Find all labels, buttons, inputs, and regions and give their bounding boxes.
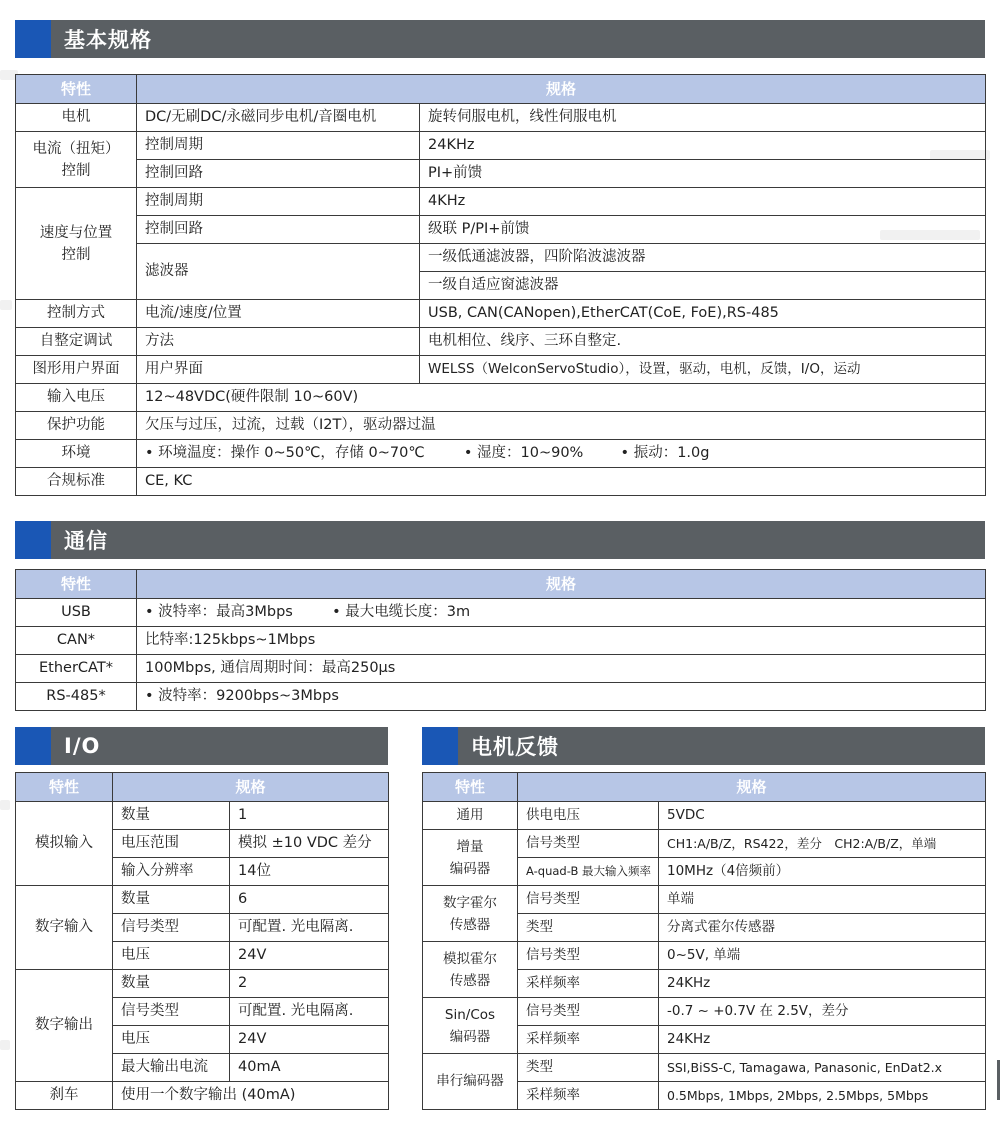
- spec-cell: CE, KC: [137, 468, 986, 496]
- feature-line: 数字霍尔: [443, 894, 497, 911]
- spec-cell: 信号类型: [113, 998, 230, 1026]
- spec-cell: • 波特率：9200bps~3Mbps: [137, 683, 986, 711]
- feature-cell: CAN*: [16, 627, 137, 655]
- feature-line: 控制: [61, 246, 91, 263]
- feature-header: 特性: [16, 75, 137, 104]
- feature-cell: [423, 998, 518, 1054]
- spec-cell: 信号类型: [518, 830, 659, 858]
- spec-cell: [137, 440, 986, 468]
- spec-cell: 信号类型: [518, 886, 659, 914]
- feature-line: 传感器: [449, 972, 491, 989]
- spec-cell: 分离式霍尔传感器: [659, 914, 986, 942]
- spec-cell: DC/无刷DC/永磁同步电机/音圈电机: [137, 104, 420, 132]
- feature-cell: 串行编码器: [423, 1054, 518, 1110]
- table-row: [16, 599, 986, 627]
- table-header-row: [423, 773, 986, 802]
- basic-specs-table: [15, 74, 986, 496]
- header-accent: [15, 521, 51, 559]
- feature-header: 特性: [423, 773, 518, 802]
- table-row: [16, 627, 986, 655]
- spec-cell: 40mA: [230, 1054, 389, 1082]
- spec-cell: 12~48VDC(硬件限制 10~60V): [137, 384, 986, 412]
- spec-cell: 方法: [137, 328, 420, 356]
- table-row: [16, 440, 986, 468]
- spec-cell: 电流/速度/位置: [137, 300, 420, 328]
- spec-cell: 控制周期: [137, 188, 420, 216]
- feature-header: 特性: [16, 570, 137, 599]
- spec-cell: 滤波器: [137, 244, 420, 300]
- table-row: [16, 132, 986, 160]
- feature-line: 电流（扭矩）: [32, 140, 120, 157]
- table-row: [16, 1082, 389, 1110]
- spec-cell: 24V: [230, 942, 389, 970]
- spec-cell: 24V: [230, 1026, 389, 1054]
- spec-cell: USB, CAN(CANopen),EtherCAT(CoE, FoE),RS-485: [420, 300, 986, 328]
- feature-cell: 刹车: [16, 1082, 113, 1110]
- io-header: [15, 727, 388, 765]
- spec-cell: 用户界面: [137, 356, 420, 384]
- spec-cell: 电压范围: [113, 830, 230, 858]
- table-row: [16, 802, 389, 830]
- spec-cell: 一级低通滤波器，四阶陷波滤波器: [420, 244, 986, 272]
- spec-cell: 0~5V, 单端: [659, 942, 986, 970]
- spec-cell: 电机相位、线序、三环自整定.: [420, 328, 986, 356]
- spec-cell: 欠压与过压，过流，过载（I2T），驱动器过温: [137, 412, 986, 440]
- feature-cell: 环境: [16, 440, 137, 468]
- io-title: I/O: [64, 734, 101, 758]
- spec-cell: 6: [230, 886, 389, 914]
- feature-cell: [16, 188, 137, 300]
- table-row: [16, 412, 986, 440]
- spec-cell: CH1:A/B/Z，RS422，差分 CH2:A/B/Z，单端: [659, 830, 986, 858]
- spec-cell: -0.7 ~ +0.7V 在 2.5V，差分: [659, 998, 986, 1026]
- feedback-title: 电机反馈: [471, 735, 559, 759]
- spec-cell: 比特率:125kbps~1Mbps: [137, 627, 986, 655]
- usb-baud: • 波特率：最高3Mbps: [145, 604, 293, 620]
- spec-cell: 输入分辨率: [113, 858, 230, 886]
- spec-cell: 使用一个数字输出 (40mA): [113, 1082, 389, 1110]
- spec-cell: 2: [230, 970, 389, 998]
- spec-cell: 5VDC: [659, 802, 986, 830]
- spec-cell: 可配置. 光电隔离.: [230, 914, 389, 942]
- table-row: [16, 468, 986, 496]
- header-accent: [15, 727, 51, 765]
- feature-line: Sin/Cos: [444, 1006, 496, 1023]
- spec-cell: 一级自适应窗滤波器: [420, 272, 986, 300]
- feature-line: 模拟霍尔: [443, 950, 497, 967]
- comm-title: 通信: [64, 529, 108, 553]
- spec-cell: 可配置. 光电隔离.: [230, 998, 389, 1026]
- spec-cell: 旋转伺服电机，线性伺服电机: [420, 104, 986, 132]
- spec-cell: 24KHz: [659, 970, 986, 998]
- header-accent: [15, 20, 51, 58]
- spec-cell: 采样频率: [518, 1026, 659, 1054]
- table-header-row: [16, 570, 986, 599]
- table-row: [423, 886, 986, 914]
- table-row: [16, 683, 986, 711]
- basic-specs-title: 基本规格: [64, 28, 152, 52]
- table-row: [16, 328, 986, 356]
- spec-cell: 最大输出电流: [113, 1054, 230, 1082]
- table-row: [16, 244, 986, 272]
- spec-cell: 类型: [518, 1054, 659, 1082]
- feature-cell: RS-485*: [16, 683, 137, 711]
- table-header-row: [16, 773, 389, 802]
- table-row: [423, 942, 986, 970]
- spec-cell: 单端: [659, 886, 986, 914]
- table-row: [16, 160, 986, 188]
- env-vibration: • 振动：1.0g: [620, 445, 710, 461]
- spec-cell: 14位: [230, 858, 389, 886]
- spec-cell: 信号类型: [518, 998, 659, 1026]
- table-header-row: [16, 75, 986, 104]
- feedback-table: [422, 772, 986, 1110]
- spec-cell: 24KHz: [659, 1026, 986, 1054]
- spec-cell: 采样频率: [518, 970, 659, 998]
- feature-line: 编码器: [449, 1028, 491, 1045]
- basic-specs-header: [15, 20, 985, 58]
- spec-cell: 1: [230, 802, 389, 830]
- feature-cell: 自整定调试: [16, 328, 137, 356]
- feature-cell: 控制方式: [16, 300, 137, 328]
- table-row: [16, 970, 389, 998]
- feature-cell: [423, 942, 518, 998]
- table-row: [423, 830, 986, 858]
- table-row: [423, 802, 986, 830]
- feature-line: 速度与位置: [39, 224, 113, 241]
- feature-header: 特性: [16, 773, 113, 802]
- spec-cell: 4KHz: [420, 188, 986, 216]
- spec-header: 规格: [518, 773, 986, 802]
- feature-line: 传感器: [449, 916, 491, 933]
- spec-cell: 电压: [113, 942, 230, 970]
- table-row: [16, 886, 389, 914]
- spec-cell: PI+前馈: [420, 160, 986, 188]
- spec-cell: 数量: [113, 886, 230, 914]
- spec-cell: 控制周期: [137, 132, 420, 160]
- spec-cell: 类型: [518, 914, 659, 942]
- spec-cell: A-quad-B 最大输入频率: [518, 858, 659, 886]
- spec-cell: 供电电压: [518, 802, 659, 830]
- header-accent: [422, 727, 458, 765]
- comm-header: [15, 521, 985, 559]
- spec-header: 规格: [137, 75, 986, 104]
- feature-cell: 电机: [16, 104, 137, 132]
- table-row: [16, 104, 986, 132]
- table-row: [16, 655, 986, 683]
- spec-cell: 24KHz: [420, 132, 986, 160]
- spec-header: 规格: [113, 773, 389, 802]
- spec-cell: 信号类型: [113, 914, 230, 942]
- spec-cell: 控制回路: [137, 216, 420, 244]
- spec-cell: 控制回路: [137, 160, 420, 188]
- spec-cell: 数量: [113, 970, 230, 998]
- io-table: [15, 772, 389, 1110]
- spec-cell: 0.5Mbps, 1Mbps, 2Mbps, 2.5Mbps, 5Mbps: [659, 1082, 986, 1110]
- feature-cell: [423, 886, 518, 942]
- spec-cell: 信号类型: [518, 942, 659, 970]
- feature-line: 控制: [61, 162, 91, 179]
- spec-cell: 10MHz（4倍频前）: [659, 858, 986, 886]
- table-row: [16, 188, 986, 216]
- feature-cell: 保护功能: [16, 412, 137, 440]
- env-humidity: • 湿度：10~90%: [463, 445, 584, 461]
- spec-cell: 模拟 ±10 VDC 差分: [230, 830, 389, 858]
- usb-cable: • 最大电缆长度：3m: [332, 604, 471, 620]
- feature-cell: 图形用户界面: [16, 356, 137, 384]
- table-row: [16, 356, 986, 384]
- spec-cell: SSI,BiSS-C, Tamagawa, Panasonic, EnDat2.x: [659, 1054, 986, 1082]
- feature-cell: 数字输出: [16, 970, 113, 1082]
- feature-line: 编码器: [449, 860, 491, 877]
- feature-cell: 模拟输入: [16, 802, 113, 886]
- spec-cell: [137, 599, 986, 627]
- feature-cell: 合规标准: [16, 468, 137, 496]
- spec-cell: WELSS（WelconServoStudio），设置，驱动，电机，反馈，I/O，运动: [420, 356, 986, 384]
- spec-cell: 采样频率: [518, 1082, 659, 1110]
- feature-cell: 数字输入: [16, 886, 113, 970]
- table-row: [423, 998, 986, 1026]
- table-row: [16, 300, 986, 328]
- spec-cell: 数量: [113, 802, 230, 830]
- table-row: [423, 1054, 986, 1082]
- spec-cell: 级联 P/PI+前馈: [420, 216, 986, 244]
- spec-cell: 电压: [113, 1026, 230, 1054]
- table-row: [16, 384, 986, 412]
- feature-cell: 输入电压: [16, 384, 137, 412]
- feature-cell: [16, 132, 137, 188]
- spec-cell: 100Mbps, 通信周期时间：最高250μs: [137, 655, 986, 683]
- feedback-header: [422, 727, 985, 765]
- env-temp: • 环境温度：操作 0~50℃，存储 0~70℃: [145, 445, 425, 461]
- feature-cell: USB: [16, 599, 137, 627]
- spec-header: 规格: [137, 570, 986, 599]
- comm-table: [15, 569, 986, 711]
- feature-line: 增量: [456, 838, 484, 855]
- feature-cell: EtherCAT*: [16, 655, 137, 683]
- feature-cell: 通用: [423, 802, 518, 830]
- table-row: [16, 216, 986, 244]
- feature-cell: [423, 830, 518, 886]
